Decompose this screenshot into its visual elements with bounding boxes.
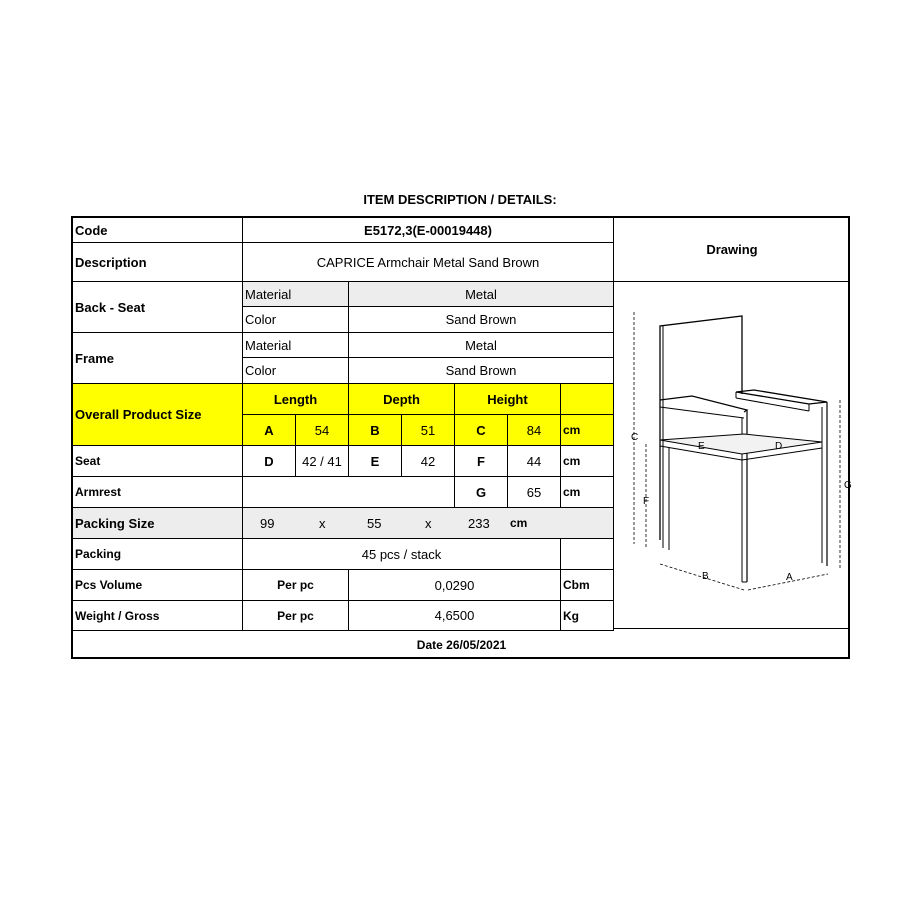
f-value: 44 bbox=[508, 446, 561, 477]
weight-unit: Kg bbox=[561, 601, 614, 631]
chair-drawing bbox=[614, 282, 850, 629]
overall-size-label: Overall Product Size bbox=[73, 384, 243, 446]
back-seat-label: Back - Seat bbox=[73, 282, 243, 333]
frame-material-label: Material bbox=[243, 333, 349, 358]
back-seat-material-value: Metal bbox=[349, 282, 614, 307]
b-letter: B bbox=[349, 415, 402, 446]
date-footer: Date 26/05/2021 bbox=[416, 638, 507, 652]
frame-label: Frame bbox=[73, 333, 243, 384]
d-value: 42 / 41 bbox=[296, 446, 349, 477]
pcs-volume-unit: Cbm bbox=[561, 570, 614, 601]
frame-color-label: Color bbox=[243, 358, 349, 384]
armrest-unit: cm bbox=[561, 477, 614, 508]
drawing-letter-g: G bbox=[844, 480, 852, 491]
c-value: 84 bbox=[508, 415, 561, 446]
a-value: 54 bbox=[296, 415, 349, 446]
packing-size-depth: 55 bbox=[367, 515, 382, 531]
drawing-letter-c: C bbox=[631, 432, 639, 443]
packing-size-row bbox=[243, 508, 614, 539]
packing-value: 45 pcs / stack bbox=[243, 539, 561, 570]
f-letter: F bbox=[455, 446, 508, 477]
code-value: E5172,3(E-00019448) bbox=[243, 218, 614, 243]
pcs-volume-label: Pcs Volume bbox=[73, 570, 243, 601]
packing-size-x1: x bbox=[319, 515, 326, 531]
overall-blank bbox=[561, 384, 614, 415]
frame-color-value: Sand Brown bbox=[349, 358, 614, 384]
drawing-header: Drawing bbox=[614, 218, 850, 282]
back-seat-color-label: Color bbox=[243, 307, 349, 333]
page-title: ITEM DESCRIPTION / DETAILS: bbox=[363, 192, 557, 207]
height-header: Height bbox=[455, 384, 561, 415]
weight-value: 4,6500 bbox=[349, 601, 561, 631]
b-value: 51 bbox=[402, 415, 455, 446]
armrest-label: Armrest bbox=[73, 477, 243, 508]
armchair-drawing bbox=[614, 282, 850, 629]
packing-size-height: 233 bbox=[468, 515, 490, 531]
drawing-letter-e: E bbox=[698, 441, 705, 452]
pcs-volume-per: Per pc bbox=[243, 570, 349, 601]
frame-material-value: Metal bbox=[349, 333, 614, 358]
depth-header: Depth bbox=[349, 384, 455, 415]
pcs-volume-value: 0,0290 bbox=[349, 570, 561, 601]
e-letter: E bbox=[349, 446, 402, 477]
weight-per: Per pc bbox=[243, 601, 349, 631]
packing-size-length: 99 bbox=[260, 515, 275, 531]
packing-size-label: Packing Size bbox=[73, 508, 243, 539]
item-details-sheet bbox=[71, 216, 850, 659]
g-letter: G bbox=[455, 477, 508, 508]
packing-size-unit: cm bbox=[510, 516, 528, 530]
back-seat-color-value: Sand Brown bbox=[349, 307, 614, 333]
weight-label: Weight / Gross bbox=[73, 601, 243, 631]
seat-label: Seat bbox=[73, 446, 243, 477]
packing-blank bbox=[561, 539, 614, 570]
d-letter: D bbox=[243, 446, 296, 477]
drawing-letter-f: F bbox=[643, 496, 650, 507]
c-letter: C bbox=[455, 415, 508, 446]
g-value: 65 bbox=[508, 477, 561, 508]
description-value: CAPRICE Armchair Metal Sand Brown bbox=[243, 243, 614, 282]
drawing-letter-a: A bbox=[786, 572, 793, 583]
packing-label: Packing bbox=[73, 539, 243, 570]
armrest-blank bbox=[243, 477, 455, 508]
drawing-letter-d: D bbox=[775, 441, 783, 452]
seat-unit: cm bbox=[561, 446, 614, 477]
overall-unit: cm bbox=[561, 415, 614, 446]
drawing-letter-b: B bbox=[702, 571, 709, 582]
a-letter: A bbox=[243, 415, 296, 446]
length-header: Length bbox=[243, 384, 349, 415]
code-label: Code bbox=[73, 218, 243, 243]
back-seat-material-label: Material bbox=[243, 282, 349, 307]
description-label: Description bbox=[73, 243, 243, 282]
packing-size-x2: x bbox=[425, 515, 432, 531]
e-value: 42 bbox=[402, 446, 455, 477]
